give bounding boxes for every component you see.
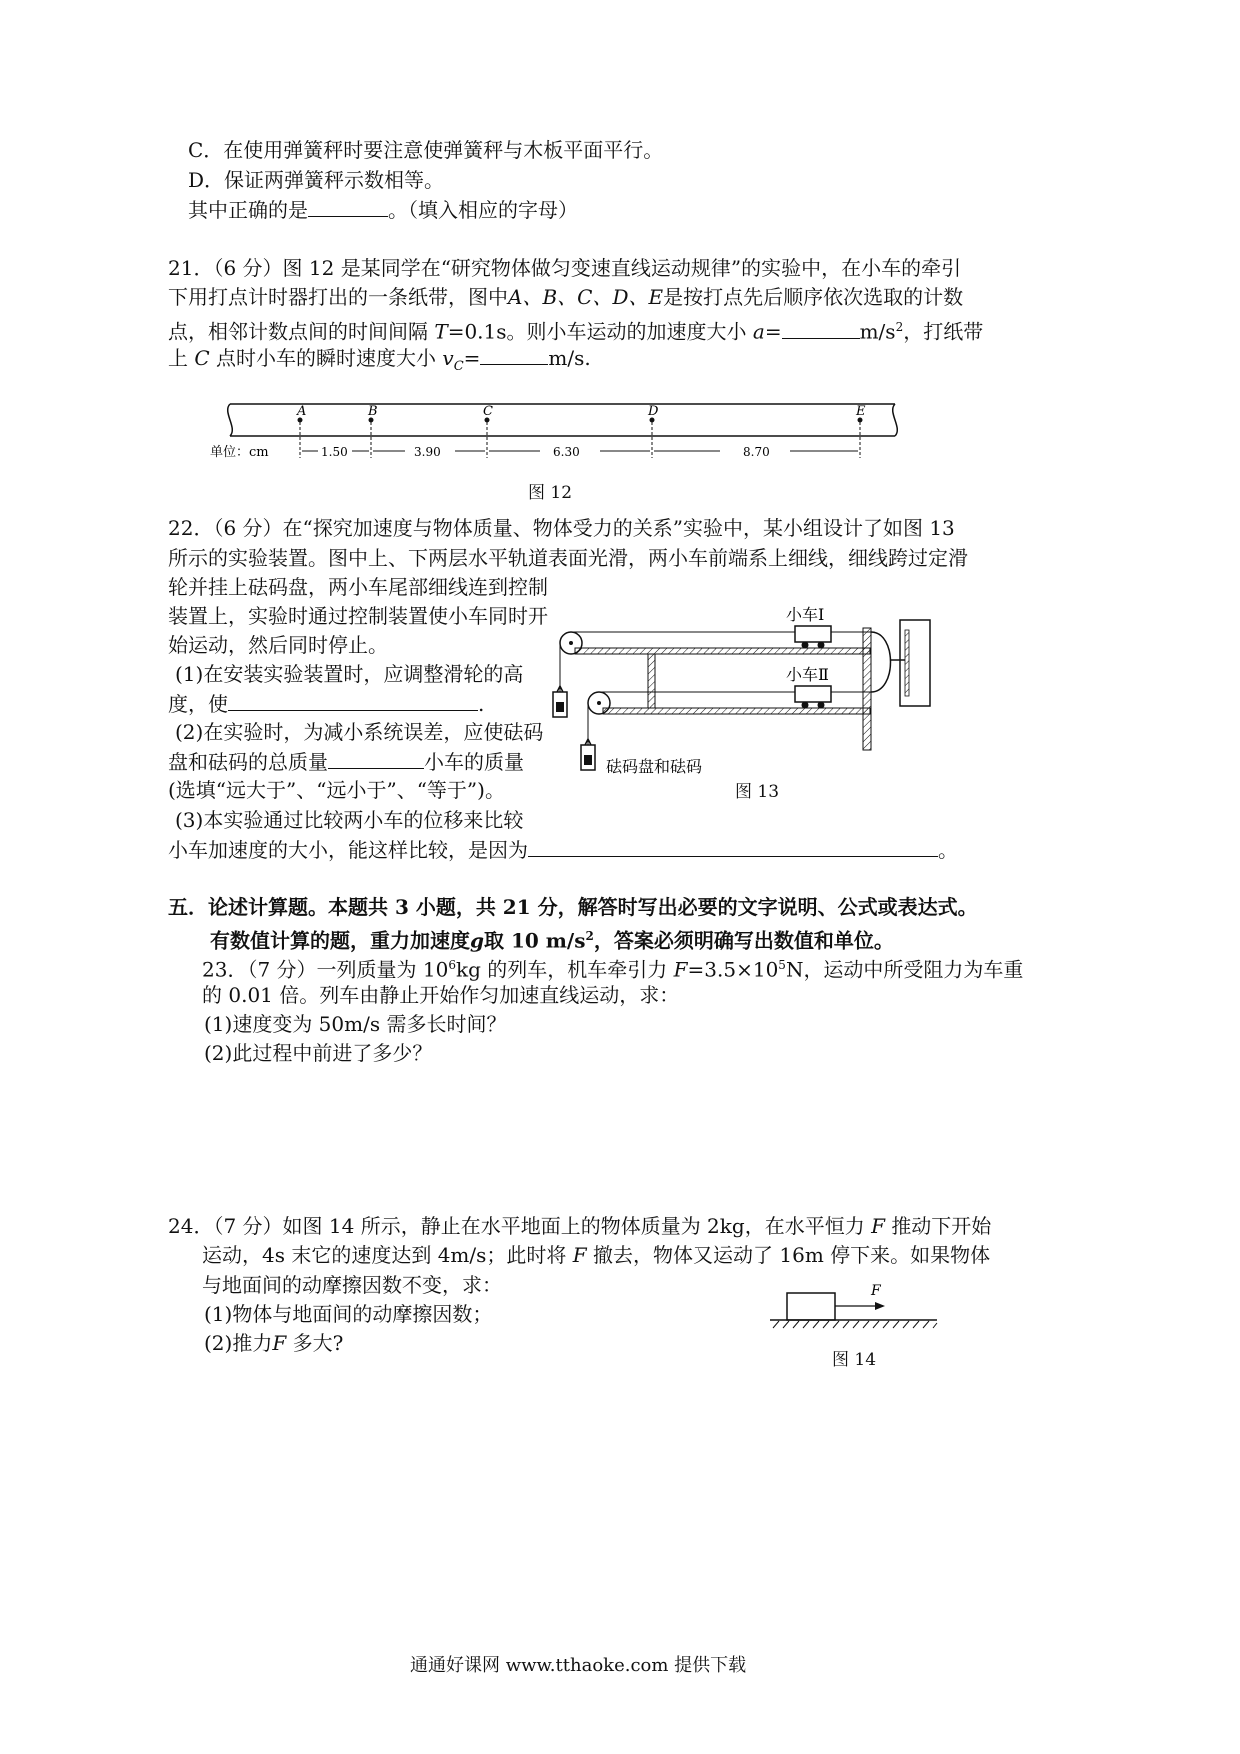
fig14-caption: 图 14: [832, 1350, 877, 1370]
q23-sub-1: (1)速度变为 50m/s 需多长时间？: [204, 1012, 507, 1036]
q21-unit: m/s: [859, 319, 896, 344]
q22-text: 小车加速度的大小，能这样比较，是因为: [168, 838, 528, 862]
q21-text: 下用打点计时器打出的一条纸带，图中: [168, 285, 508, 309]
fig14-block-diagram: [765, 1280, 945, 1335]
q21-text: ，打纸带: [903, 319, 984, 344]
q22-line-4: 装置上，实验时通过控制装置使小车同时开: [168, 604, 548, 628]
tape-unit-label: 单位：cm: [210, 445, 269, 460]
q22-reason-blank[interactable]: [528, 834, 938, 857]
q20-answer-line: [188, 194, 578, 225]
q22-text: 盘和砝码的总质量: [168, 750, 328, 774]
q22-line-3: 轮并挂上砝码盘，两小车尾部细线连到控制: [168, 575, 548, 599]
q24-text: (2)推力: [204, 1331, 273, 1355]
tail-string-loop: [871, 632, 891, 692]
point-d-label: D: [648, 404, 659, 419]
q24-symbol-f: F: [572, 1243, 587, 1267]
q21-line-4: [168, 342, 591, 382]
section5-symbol-g: g: [470, 928, 484, 953]
force-label: F: [871, 1283, 881, 1299]
tape-cut-left: [228, 404, 233, 436]
q21-text: =: [764, 319, 782, 344]
q24-line-1: [168, 1211, 991, 1241]
ground-hatch: [773, 1321, 937, 1328]
q22-sub-1b: [168, 688, 484, 719]
q24-text: 运动，4s 末它的速度达到 4m/s；此时将: [202, 1243, 567, 1267]
track-support: [648, 654, 655, 708]
q20-option-c: C．在使用弹簧秤时要注意使弹簧秤与木板平面平行。: [188, 138, 664, 162]
q21-symbol-t: T: [434, 319, 448, 344]
point-e-label: E: [856, 404, 866, 419]
tape-guides: [300, 422, 860, 458]
q23-sub-2: (2)此过程中前进了多少？: [204, 1041, 433, 1065]
q23-symbol-f: F: [673, 957, 688, 982]
point-c-label: C: [483, 404, 493, 419]
q24-text: 撤去，物体又运动了 16m 停下来。如果物体: [593, 1243, 991, 1267]
q24-symbol-f: F: [272, 1331, 287, 1355]
cart-1-label: 小车Ⅰ: [786, 605, 825, 624]
q24-symbol-f: F: [871, 1214, 885, 1238]
fig13-caption: 图 13: [735, 782, 780, 802]
q24-sub-2: [204, 1328, 343, 1358]
section5-text: 有数值计算的题，重力加速度: [210, 928, 470, 953]
gap-cd-label: 6.30: [553, 445, 580, 459]
point-b-label: B: [368, 404, 378, 419]
gap-de-label: 8.70: [743, 445, 770, 459]
q21-text: 上: [168, 346, 188, 370]
tape-cut-right: [893, 404, 898, 436]
q22-sub-3b: [168, 834, 958, 865]
gap-ab-label: 1.50: [321, 445, 348, 459]
section5-sup: 2: [585, 929, 594, 943]
tape-edge: [230, 404, 895, 436]
q21-text: 点时小车的瞬时速度大小: [216, 346, 437, 370]
q24-line-3: 与地面间的动摩擦因数不变，求：: [202, 1273, 502, 1297]
cart-2-label: 小车Ⅱ: [786, 665, 829, 684]
q22-line-5: 始运动，然后同时停止。: [168, 633, 388, 657]
q21-velocity-blank[interactable]: [480, 342, 548, 365]
q22-text: 度，使: [168, 692, 228, 716]
q20-answer-prefix: 其中正确的是: [188, 198, 308, 222]
q24-sub-1: (1)物体与地面间的动摩擦因数；: [204, 1302, 493, 1326]
tape-points: [296, 404, 866, 423]
section5-text: ，答案必须明确写出数值和单位。: [593, 928, 894, 953]
q22-sub-2c: (选填“远大于”、“远小于”、“等于”)。: [168, 778, 505, 802]
q23-text: =3.5×10: [687, 957, 779, 982]
q22-text: .: [478, 692, 485, 716]
q21-symbol-sub: C: [453, 359, 464, 374]
q20-option-d: D．保证两弹簧秤示数相等。: [188, 168, 445, 192]
q22-pulley-blank[interactable]: [228, 688, 478, 711]
weights-label: 砝码盘和砝码: [606, 757, 703, 776]
q23-text: 23．（7 分）一列质量为 10: [202, 957, 449, 982]
fig12-paper-tape: [200, 398, 920, 468]
page-footer: 通通好课网 www.tthaoke.com 提供下载: [410, 1655, 747, 1676]
fig12-caption: 图 12: [528, 483, 573, 503]
q21-text: =: [463, 346, 481, 370]
q20-answer-blank[interactable]: [308, 194, 388, 217]
q21-symbol-a: a: [752, 319, 765, 344]
q21-text: 点，相邻计数点间的时间间隔: [168, 319, 428, 344]
gap-bc-label: 3.90: [414, 445, 441, 459]
lower-track: [603, 708, 870, 714]
q23-line-2: 的 0.01 倍。列车由静止开始作匀加速直线运动，求：: [202, 983, 680, 1007]
q24-text: 多大?: [292, 1331, 344, 1355]
q21-symbol-v: v: [442, 346, 454, 370]
q22-sub-2b: [168, 746, 524, 777]
section5-heading-1: 五．论述计算题。本题共 3 小题，共 21 分，解答时写出必要的文字说明、公式或表达式。: [168, 895, 978, 919]
q21-symbol-c: C: [194, 346, 210, 370]
q22-sub-1a: (1)在安装实验装置时，应调整滑轮的高: [175, 662, 524, 686]
q21-text: 是按打点先后顺序依次选取的计数: [663, 285, 964, 309]
control-device: [900, 620, 930, 706]
upper-track: [575, 648, 870, 654]
q24-line-2: [202, 1240, 990, 1270]
cart-2: [795, 686, 831, 702]
q22-line-1: 22．（6 分）在“探究加速度与物体质量、物体受力的关系”实验中，某小组设计了如图 13: [168, 516, 955, 540]
q24-text: 推动下开始: [891, 1214, 992, 1238]
q21-text: =0.1s。则小车运动的加速度大小: [447, 319, 747, 344]
q22-sub-2a: (2)在实验时，为减小系统误差，应使砝码: [175, 720, 544, 744]
q23-text: kg 的列车，机车牵引力: [455, 957, 668, 982]
end-wall: [863, 628, 871, 750]
q23-text: N，运动中所受阻力为车重: [785, 957, 1024, 982]
q23-sup: 5: [778, 958, 786, 972]
q22-text: 小车的质量: [424, 750, 524, 774]
q22-sub-3a: (3)本实验通过比较两小车的位移来比较: [175, 808, 524, 832]
cart-1: [795, 626, 831, 642]
q21-line-2: [168, 282, 963, 312]
q21-unit-sup: 2: [895, 320, 904, 334]
q20-answer-suffix: 。（填入相应的字母）: [388, 198, 578, 222]
q21-unit: m/s.: [548, 346, 591, 370]
q22-mass-blank[interactable]: [328, 746, 424, 769]
q23-sup: 6: [448, 958, 456, 972]
q22-text: 。: [938, 838, 958, 862]
section5-text: 取 10 m/s: [483, 928, 586, 953]
q22-line-2: 所示的实验装置。图中上、下两层水平轨道表面光滑，两小车前端系上细线，细线跨过定滑: [168, 546, 968, 570]
fig13-apparatus: [545, 600, 965, 785]
q21-accel-blank[interactable]: [782, 316, 860, 339]
q21-points: A、B、C、D、E: [508, 285, 664, 309]
q24-text: 24．（7 分）如图 14 所示，静止在水平地面上的物体质量为 2kg，在水平恒力: [168, 1214, 865, 1238]
point-a-label: A: [297, 404, 307, 419]
block: [787, 1293, 835, 1320]
q21-line-1: 21．（6 分）图 12 是某同学在“研究物体做匀变速直线运动规律”的实验中，在小车的牵引: [168, 256, 962, 280]
